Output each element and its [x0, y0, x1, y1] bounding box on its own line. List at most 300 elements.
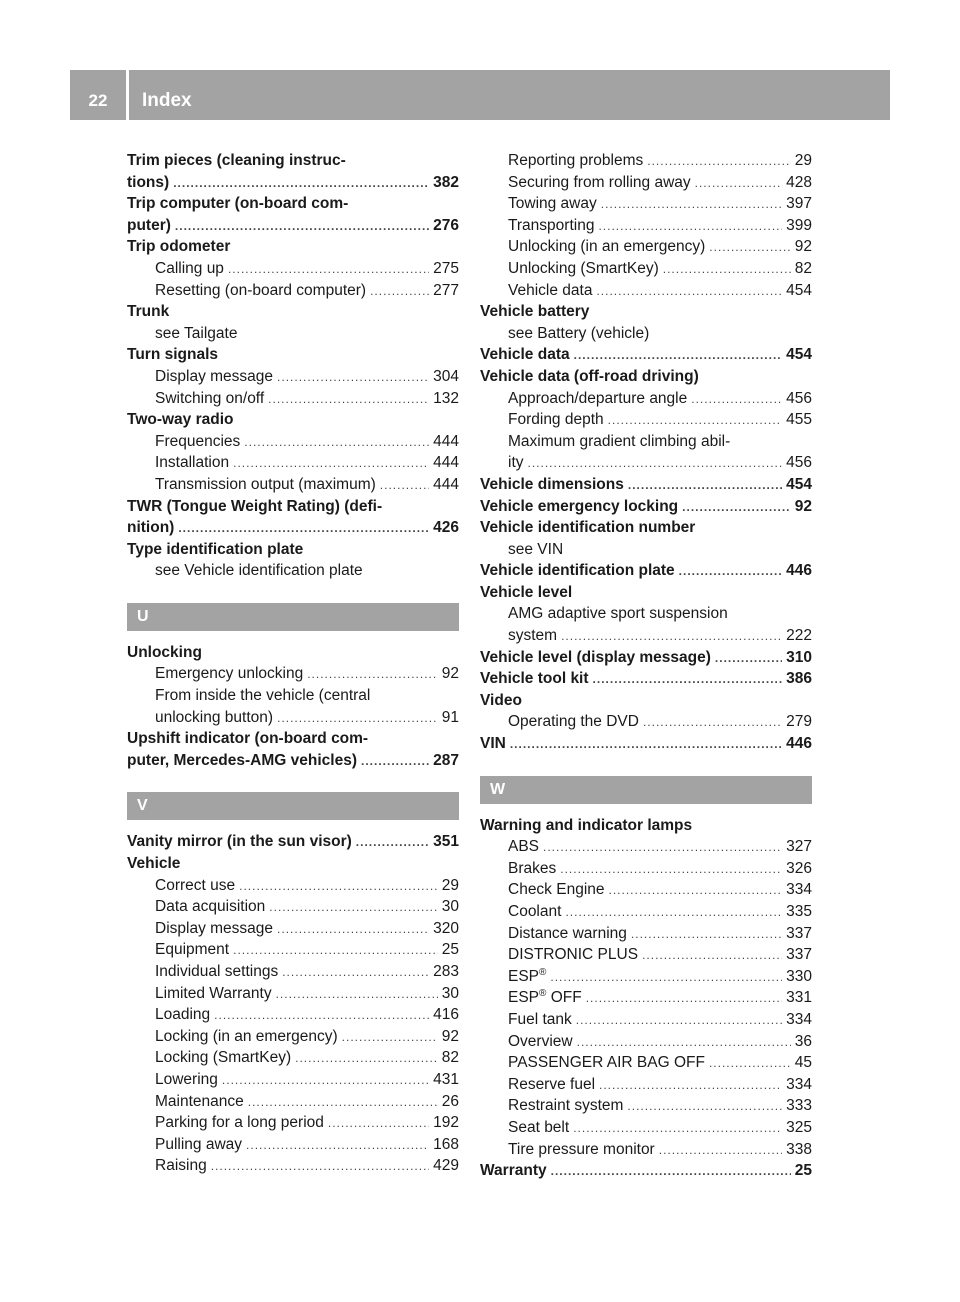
dot-leader — [598, 216, 782, 237]
index-heading: Video — [480, 691, 522, 709]
index-entry-label — [155, 474, 376, 496]
index-entry-label — [155, 1091, 244, 1113]
dot-leader — [295, 1048, 438, 1069]
page-reference[interactable]: 351 — [433, 833, 459, 851]
index-entry-text: Securing from rolling away — [508, 173, 691, 191]
index-entry-text: Check Engine — [508, 881, 605, 899]
index-entry-label — [508, 711, 639, 733]
page-reference[interactable]: 276 — [433, 216, 459, 234]
page-reference[interactable]: 454 — [786, 475, 812, 493]
index-entry-text: Limited Warranty — [155, 984, 272, 1002]
index-entry-label — [508, 1117, 569, 1139]
dot-leader — [277, 708, 438, 729]
index-entry[interactable] — [480, 1009, 812, 1031]
index-entry[interactable] — [127, 474, 459, 496]
page-reference[interactable]: 287 — [433, 751, 459, 769]
index-entry[interactable] — [480, 625, 812, 647]
index-entry[interactable] — [480, 944, 812, 966]
index-entry-text: Raising — [155, 1157, 207, 1175]
page-reference[interactable]: 431 — [433, 1070, 459, 1088]
index-entry[interactable] — [127, 896, 459, 918]
index-entry-text: Locking (in an emergency) — [155, 1027, 338, 1045]
index-entry-label — [508, 1052, 705, 1074]
index-heading: Warning and indicator lamps — [480, 816, 693, 834]
page-reference[interactable]: 45 — [794, 1054, 812, 1072]
index-entry-text: Individual settings — [155, 963, 279, 980]
page-reference[interactable]: 333 — [786, 1097, 812, 1115]
index-subentry-text: see Tailgate — [155, 324, 238, 342]
dot-leader — [228, 259, 429, 280]
dot-leader — [277, 919, 429, 940]
dot-leader — [586, 988, 782, 1009]
dot-leader — [178, 518, 429, 539]
dot-leader — [543, 837, 782, 858]
section-letter-heading: W — [480, 776, 812, 804]
index-entry-label — [508, 858, 556, 880]
page-reference[interactable]: 320 — [433, 919, 459, 937]
page-number: 22 — [88, 91, 108, 110]
dot-leader — [709, 237, 790, 258]
index-entry[interactable] — [480, 409, 812, 431]
index-entry-text: Pulling away — [155, 1135, 243, 1153]
index-entry-label — [155, 431, 240, 453]
page-reference[interactable]: 26 — [441, 1092, 459, 1110]
index-entry-text: Emergency unlocking — [155, 665, 304, 683]
dot-leader — [307, 664, 438, 685]
dot-leader — [222, 1070, 429, 1091]
index-entry-text: Fuel tank — [508, 1010, 572, 1028]
dot-leader — [574, 345, 783, 366]
index-entry-label — [508, 1095, 623, 1117]
index-heading: Vehicle battery — [480, 303, 590, 321]
index-entry-label — [480, 344, 570, 366]
index-heading: Trip computer (on-board com- — [127, 195, 349, 213]
index-subentry-text: Maximum gradient climbing abil- — [508, 432, 731, 450]
page-reference[interactable]: 455 — [786, 411, 812, 429]
index-entry[interactable] — [480, 711, 812, 733]
index-entry[interactable] — [480, 879, 812, 901]
index-entry[interactable] — [480, 1052, 812, 1074]
page-reference[interactable]: 30 — [441, 898, 459, 916]
index-entry-label — [508, 944, 638, 966]
dot-leader — [246, 1135, 429, 1156]
index-entry[interactable] — [480, 966, 812, 988]
index-entry-label — [508, 280, 592, 302]
index-entry-text: nition) — [127, 519, 175, 537]
index-subentry-text: see Battery (vehicle) — [508, 324, 650, 342]
dot-leader — [276, 984, 438, 1005]
dot-leader — [244, 432, 429, 453]
index-heading: Vehicle — [127, 855, 181, 873]
page-reference[interactable]: 326 — [786, 859, 812, 877]
dot-leader — [248, 1092, 438, 1113]
index-entry-text: system — [508, 627, 558, 645]
index-entry[interactable] — [480, 150, 812, 172]
index-entry[interactable] — [127, 280, 459, 302]
index-entry-text: Coolant — [508, 903, 562, 920]
index-heading: TWR (Tongue Weight Rating) (defi- — [127, 497, 383, 515]
index-entry-label — [155, 1112, 324, 1134]
index-heading: Type identification plate — [127, 540, 304, 558]
dot-leader — [659, 1140, 782, 1161]
index-column-right — [480, 150, 812, 1182]
index-entry[interactable] — [127, 1047, 459, 1069]
index-entry[interactable] — [127, 215, 459, 237]
index-entry-text: Tire pressure monitor — [508, 1140, 655, 1158]
index-entry-label — [508, 1009, 572, 1031]
index-entry-text: Loading — [155, 1006, 211, 1024]
page-reference[interactable]: 399 — [786, 216, 812, 234]
index-entry-text: Locking (SmartKey) — [155, 1049, 292, 1067]
index-heading: Turn signals — [127, 346, 219, 364]
page-reference[interactable]: 337 — [786, 946, 812, 964]
page-reference[interactable]: 334 — [786, 881, 812, 899]
dot-leader — [551, 1161, 791, 1182]
index-heading: Two-way radio — [127, 411, 234, 429]
dot-leader — [342, 1027, 438, 1048]
page-reference[interactable]: 277 — [433, 281, 459, 299]
page-reference[interactable]: 92 — [441, 1027, 459, 1045]
page-reference[interactable]: 283 — [433, 963, 459, 980]
index-entry[interactable] — [127, 1004, 459, 1026]
dot-leader — [682, 497, 791, 518]
index-entry-label — [508, 258, 659, 280]
index-entry-text: puter) — [127, 216, 171, 234]
index-entry[interactable] — [480, 388, 812, 410]
dot-leader — [643, 712, 782, 733]
page-reference[interactable]: 92 — [794, 238, 812, 256]
index-heading: Trip odometer — [127, 238, 231, 256]
index-entry-label — [127, 750, 357, 772]
page-header — [70, 70, 890, 120]
page-reference[interactable]: 454 — [786, 281, 812, 299]
page-reference[interactable]: 444 — [433, 432, 459, 450]
page-reference[interactable]: 327 — [786, 838, 812, 856]
index-entry-label — [508, 1031, 573, 1053]
index-entry-text: Vehicle emergency locking — [480, 497, 679, 515]
index-entry[interactable] — [480, 1095, 812, 1117]
index-entry-text: Switching on/off — [155, 389, 265, 407]
page-reference[interactable]: 92 — [441, 665, 459, 683]
index-entry[interactable] — [127, 172, 459, 194]
page-reference[interactable]: 279 — [786, 713, 812, 731]
index-entry-text: DISTRONIC PLUS — [508, 946, 639, 964]
index-entry[interactable] — [480, 215, 812, 237]
index-entry[interactable] — [480, 858, 812, 880]
dot-leader — [510, 734, 782, 755]
index-entry-label — [508, 966, 546, 988]
page-reference[interactable]: 454 — [786, 346, 812, 364]
dot-leader — [663, 259, 791, 280]
dot-leader — [211, 1156, 429, 1177]
index-entry-label — [155, 918, 273, 940]
page-reference[interactable]: 428 — [786, 173, 812, 191]
page-title: Index — [142, 90, 192, 111]
index-entry[interactable] — [480, 733, 812, 755]
dot-leader — [599, 1075, 782, 1096]
index-entry-label — [508, 409, 604, 431]
index-entry-text: unlocking button) — [155, 708, 274, 726]
index-entry-label — [155, 366, 273, 388]
index-entry-label — [155, 280, 366, 302]
index-entry[interactable] — [480, 193, 812, 215]
page-reference[interactable]: 25 — [441, 941, 459, 959]
dot-leader — [269, 897, 437, 918]
index-entry-text: Overview — [508, 1032, 573, 1050]
index-entry[interactable] — [127, 961, 459, 983]
index-subentry-text: see VIN — [508, 540, 564, 558]
page-reference[interactable]: 386 — [786, 670, 812, 688]
index-entry[interactable] — [127, 875, 459, 897]
index-entry-text: Lowering — [155, 1070, 218, 1088]
page-reference[interactable]: 275 — [433, 259, 459, 277]
page-reference[interactable]: 337 — [786, 924, 812, 942]
index-entry-text: Maintenance — [155, 1092, 244, 1110]
index-entry-label — [480, 560, 675, 582]
index-entry-text: Data acquisition — [155, 898, 266, 916]
page-reference[interactable]: 446 — [786, 735, 812, 753]
index-entry-text: Seat belt — [508, 1118, 570, 1136]
index-entry[interactable] — [480, 258, 812, 280]
page-reference[interactable]: 310 — [786, 648, 812, 666]
index-entry-label — [508, 215, 594, 237]
page-reference[interactable]: 334 — [786, 1075, 812, 1093]
index-entry[interactable] — [127, 1112, 459, 1134]
index-entry-suffix: OFF — [546, 989, 582, 1007]
dot-leader — [356, 832, 429, 853]
index-entry[interactable] — [127, 517, 459, 539]
index-entry-text: Parking for a long period — [155, 1114, 324, 1132]
page-reference[interactable]: 91 — [441, 708, 459, 726]
page-reference[interactable]: 456 — [786, 389, 812, 407]
index-entry-text: Vehicle level (display message) — [480, 648, 711, 666]
page-reference[interactable]: 82 — [441, 1049, 459, 1067]
page-reference[interactable]: 29 — [794, 152, 812, 169]
index-entry-label — [155, 452, 229, 474]
index-entry[interactable] — [480, 172, 812, 194]
dot-leader — [282, 962, 429, 983]
index-entry[interactable] — [480, 668, 812, 690]
index-entry[interactable] — [127, 431, 459, 453]
index-entry[interactable] — [127, 258, 459, 280]
page-reference[interactable]: 92 — [794, 497, 812, 515]
index-entry[interactable] — [480, 987, 812, 1009]
index-entry[interactable] — [127, 1026, 459, 1048]
index-entry-text: Distance warning — [508, 924, 627, 942]
header-divider — [126, 70, 129, 120]
index-entry-label — [155, 1026, 338, 1048]
index-heading: Trunk — [127, 303, 170, 321]
index-entry-label — [155, 939, 229, 961]
index-entry[interactable] — [127, 831, 459, 853]
dot-leader — [528, 453, 783, 474]
dot-leader — [608, 410, 782, 431]
index-entry-label — [127, 831, 352, 853]
index-entry-text: Approach/departure angle — [508, 389, 688, 407]
page-reference[interactable]: 456 — [786, 454, 812, 472]
index-entry-text: Vanity mirror (in the sun visor) — [127, 833, 352, 851]
index-entry[interactable] — [127, 366, 459, 388]
index-entry-text: VIN — [480, 735, 506, 753]
index-entry-text: Restraint system — [508, 1097, 624, 1115]
dot-leader — [609, 880, 783, 901]
index-entry-text: ESP — [508, 967, 540, 985]
index-entry-label — [127, 517, 174, 539]
index-entry-label — [480, 668, 589, 690]
index-entry[interactable] — [480, 344, 812, 366]
index-heading: Vehicle identification number — [480, 519, 696, 537]
index-entry[interactable] — [127, 918, 459, 940]
index-entry-label — [508, 836, 539, 858]
dot-leader — [577, 1032, 791, 1053]
index-entry-label — [155, 875, 235, 897]
index-entry-text: Fording depth — [508, 411, 604, 429]
page-reference[interactable]: 446 — [786, 562, 812, 580]
page-reference[interactable]: 331 — [786, 989, 812, 1007]
index-entry[interactable] — [480, 560, 812, 582]
index-entry[interactable] — [480, 1139, 812, 1161]
index-entry-label — [127, 215, 171, 237]
index-entry-text: ESP — [508, 989, 540, 1007]
page-reference[interactable]: 304 — [433, 367, 459, 385]
index-entry[interactable] — [480, 496, 812, 518]
dot-leader — [695, 173, 782, 194]
index-entry-label — [508, 150, 643, 172]
dot-leader — [560, 859, 782, 880]
dot-leader — [370, 281, 429, 302]
index-entry-text: Warranty — [480, 1162, 547, 1180]
page-reference[interactable]: 330 — [786, 967, 812, 985]
dot-leader — [647, 151, 790, 172]
index-entry[interactable] — [480, 836, 812, 858]
page-reference[interactable]: 325 — [786, 1118, 812, 1136]
page-reference[interactable]: 222 — [786, 627, 812, 645]
index-entry-label — [480, 496, 678, 518]
page-reference[interactable]: 192 — [433, 1114, 459, 1132]
index-entry[interactable] — [480, 1117, 812, 1139]
dot-leader — [268, 389, 429, 410]
index-entry-label — [508, 388, 687, 410]
index-entry[interactable] — [480, 452, 812, 474]
page-reference[interactable]: 426 — [433, 519, 459, 537]
index-entry-text: puter, Mercedes-AMG vehicles) — [127, 751, 357, 769]
index-entry-label — [508, 193, 597, 215]
index-entry[interactable] — [127, 983, 459, 1005]
page-reference[interactable]: 338 — [786, 1140, 812, 1158]
section-letter-heading: U — [127, 603, 459, 631]
index-entry[interactable] — [127, 1069, 459, 1091]
page-reference[interactable]: 334 — [786, 1010, 812, 1028]
index-entry[interactable] — [480, 1160, 812, 1182]
index-entry-text: ABS — [508, 838, 540, 856]
index-entry-text: Unlocking (in an emergency) — [508, 238, 706, 256]
index-entry[interactable] — [127, 750, 459, 772]
index-entry-text: Vehicle dimensions — [480, 475, 624, 493]
dot-leader — [627, 1096, 782, 1117]
index-entry[interactable] — [127, 452, 459, 474]
index-subentry-text: AMG adaptive sport suspension — [508, 605, 728, 623]
dot-leader — [593, 669, 783, 690]
index-subentry-text: From inside the vehicle (central — [155, 687, 371, 705]
index-entry-text: Display message — [155, 367, 274, 385]
index-entry-text: Operating the DVD — [508, 713, 639, 731]
dot-leader — [573, 1118, 782, 1139]
index-entry-label — [155, 388, 264, 410]
page-reference[interactable]: 168 — [433, 1135, 459, 1153]
index-entry[interactable] — [480, 647, 812, 669]
page-reference[interactable]: 132 — [433, 389, 459, 407]
page-reference[interactable]: 36 — [794, 1032, 812, 1050]
page-reference[interactable]: 416 — [433, 1006, 459, 1024]
index-entry-label — [155, 983, 272, 1005]
index-entry[interactable] — [480, 1074, 812, 1096]
dot-leader — [239, 876, 438, 897]
index-entry[interactable] — [480, 901, 812, 923]
page-reference[interactable]: 444 — [433, 475, 459, 493]
index-entry-label — [508, 923, 627, 945]
index-entry-label — [508, 1074, 595, 1096]
page-reference[interactable]: 444 — [433, 454, 459, 472]
page-reference[interactable]: 29 — [441, 876, 459, 894]
page-reference[interactable]: 30 — [441, 984, 459, 1002]
index-entry[interactable] — [127, 1134, 459, 1156]
index-entry-label — [155, 1069, 218, 1091]
index-entry-text: Calling up — [155, 259, 224, 277]
index-entry-text: Installation — [155, 454, 230, 472]
index-entry-label — [155, 707, 273, 729]
dot-leader — [233, 940, 438, 961]
index-entry[interactable] — [127, 1155, 459, 1177]
index-entry-text: Vehicle tool kit — [480, 670, 589, 688]
page-reference[interactable]: 82 — [794, 259, 812, 277]
index-entry-text: Transmission output (maximum) — [155, 475, 376, 493]
index-heading: Vehicle level — [480, 583, 573, 601]
dot-leader — [596, 281, 782, 302]
dot-leader — [175, 216, 429, 237]
index-entry-text: Resetting (on-board computer) — [155, 281, 367, 299]
index-entry[interactable] — [127, 707, 459, 729]
index-subentry-text: see Vehicle identification plate — [155, 562, 363, 580]
index-entry[interactable] — [480, 1031, 812, 1053]
index-entry-text: ity — [508, 454, 524, 472]
index-entry[interactable] — [480, 474, 812, 496]
index-column-left — [127, 150, 459, 1177]
index-entry[interactable] — [127, 939, 459, 961]
index-entry-label — [155, 896, 265, 918]
page-reference[interactable]: 429 — [433, 1157, 459, 1175]
index-entry-text: Display message — [155, 919, 274, 937]
index-entry[interactable] — [480, 923, 812, 945]
page-reference[interactable]: 397 — [786, 195, 812, 213]
page-reference[interactable]: 382 — [433, 173, 459, 191]
index-entry-text: PASSENGER AIR BAG OFF — [508, 1054, 705, 1072]
page-reference[interactable]: 25 — [794, 1162, 812, 1180]
dot-leader — [715, 648, 782, 669]
index-entry[interactable] — [480, 280, 812, 302]
page-reference[interactable]: 335 — [786, 903, 812, 920]
dot-leader — [709, 1053, 791, 1074]
index-entry[interactable] — [127, 663, 459, 685]
index-entry-label — [508, 236, 705, 258]
index-entry-text: Reporting problems — [508, 152, 644, 169]
index-entry[interactable] — [127, 1091, 459, 1113]
index-entry-label — [127, 172, 169, 194]
index-entry-text: Towing away — [508, 195, 597, 213]
index-entry[interactable] — [480, 236, 812, 258]
index-entry-text: Vehicle data — [480, 346, 570, 364]
index-entry[interactable] — [127, 388, 459, 410]
index-entry-label — [155, 663, 303, 685]
